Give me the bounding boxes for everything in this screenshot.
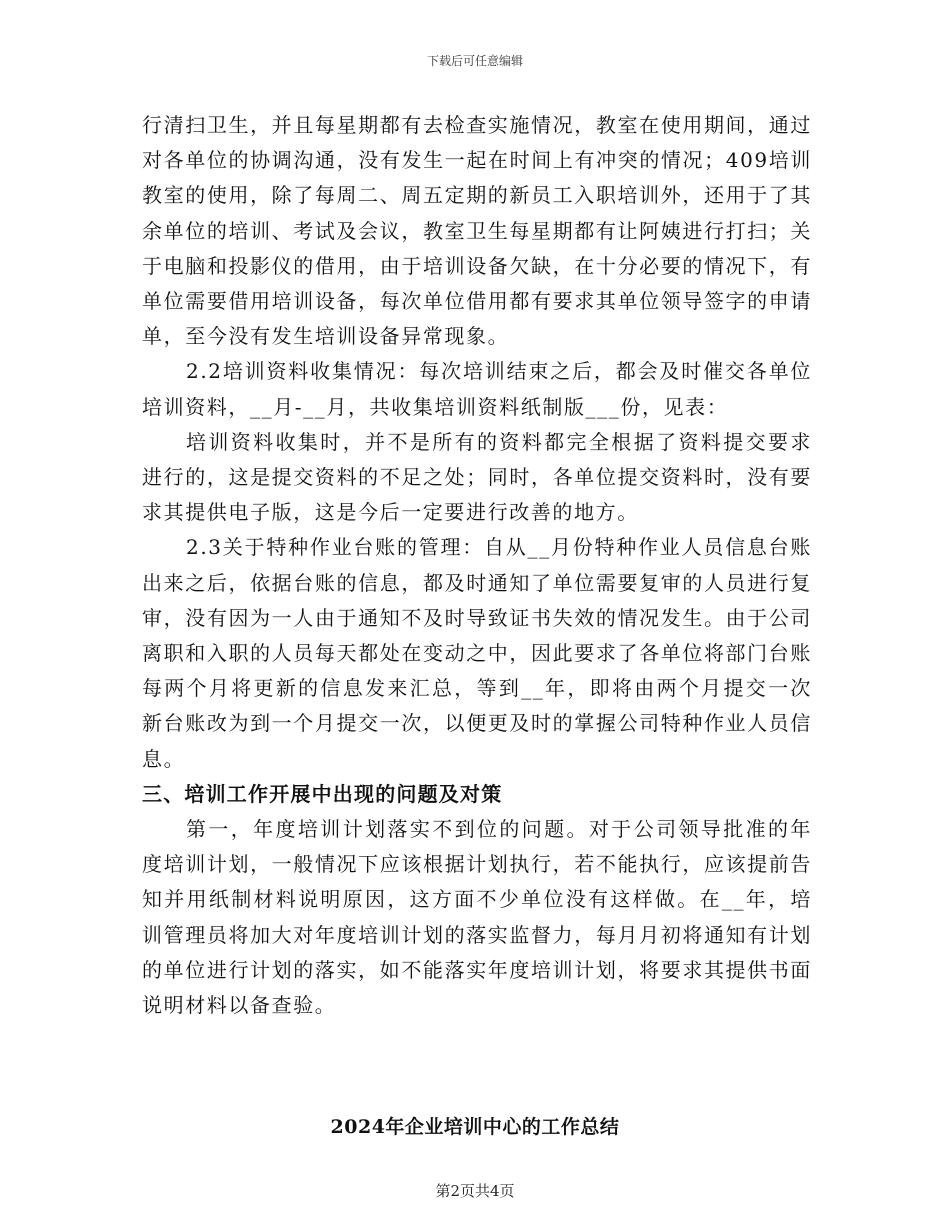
next-document-title: 2024年企业培训中心的工作总结 [330,1116,620,1138]
paragraph-special-operations-ledger: 2.3关于特种作业台账的管理：自从__月份特种作业人员信息台账出来之后，依据台账的信息，都及时通知了单位需要复审的人员进行复审，没有因为一人由于通知不及时导致证书失效的情况发生。由于公司离职和入职的人员每天都处在变动之中，因此要求了各单位将部门台账每两个月将更新的信息发来汇总，等到__年，即将由两个月提交一次新台账改为到一个月提交一次，以便更及时的掌握公司特种作业人员信息。 [142,535,812,771]
paragraph-materials-shortcomings: 培训资料收集时，并不是所有的资料都完全根据了资料提交要求进行的，这是提交资料的不足之处；同时，各单位提交资料时，没有要求其提供电子版，这是今后一定要进行改善的地方。 [142,429,812,525]
page-header: 下载后可任意编辑 [426,54,523,68]
paragraph-annual-plan-issue: 第一，年度培训计划落实不到位的问题。对于公司领导批准的年度培训计划，一般情况下应该根据计划执行，若不能执行，应该提前告知并用纸制材料说明原因，这方面不少单位没有这样做。在__年，培训管理员将加大对年度培训计划的落实监督力，每月月初将通知有计划的单位进行计划的落实，如不能落实年度培训计划，将要求其提供书面说明材料以备查验。 [142,817,812,1018]
paragraph-materials-collection: 2.2培训资料收集情况：每次培训结束之后，都会及时催交各单位培训资料，__月-__月，共收集培训资料纸制版___份，见表： [142,359,812,419]
section-heading-problems: 三、培训工作开展中出现的问题及对策 [142,781,503,806]
paragraph-classroom-usage: 行清扫卫生，并且每星期都有去检查实施情况，教室在使用期间，通过对各单位的协调沟通，没有发生一起在时间上有冲突的情况；409培训教室的使用，除了每周二、周五定期的新员工入职培训外，还用于了其余单位的培训、考试及会议，教室卫生每星期都有让阿姨进行打扫；关于电脑和投影仪的借用，由于培训设备欠缺，在十分必要的情况下，有单位需要借用培训设备，每次单位借用都有要求其单位领导签字的申请单，至今没有发生培训设备异常现象。 [142,113,812,349]
page-footer: 第2页共4页 [435,1182,515,1200]
document-body [142,108,812,1023]
